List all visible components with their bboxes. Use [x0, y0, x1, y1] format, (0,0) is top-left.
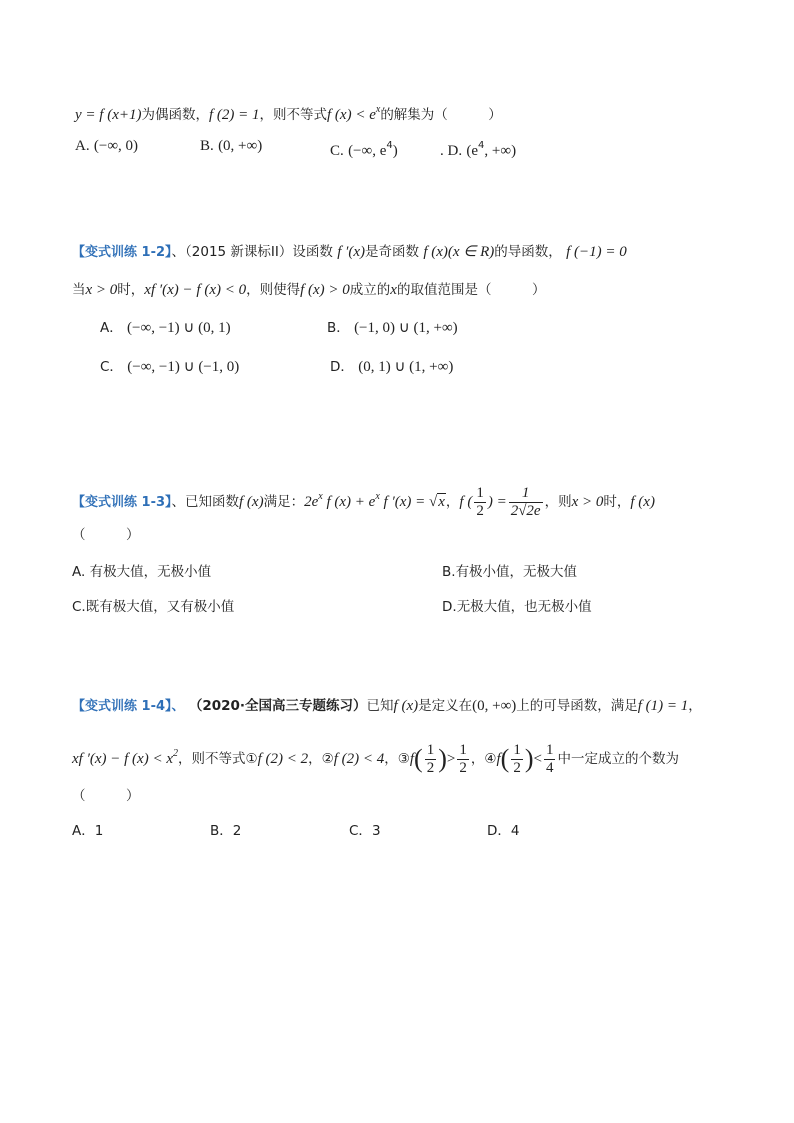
q4-tag: 【变式训练 1-4】 [72, 699, 172, 714]
q4-frac-3r: $\frac{1}{2}$ [459, 741, 467, 776]
q3-frac-half: $\frac{1}{2}$ [476, 484, 484, 519]
q3-option-c: C.既有极大值，又有极小值 [72, 599, 235, 615]
q4-option-a: A．1 [72, 823, 104, 839]
q3-tag: 【变式训练 1-3】 [72, 495, 172, 510]
q1-text: 为偶函数， [141, 107, 209, 123]
q4-option-b: B．2 [210, 823, 242, 839]
q1-expr-f2: f (2) = 1 [208, 107, 260, 123]
q2-option-c: C． (−∞, −1) ∪ (−1, 0) [100, 359, 240, 375]
q3-stem-line1: 【变式训练 1-3】、已知函数f (x)满足：$2e^x$ f $(x) + e^x$ f ′(x) = √x，f ( $\frac{1}{2}$ ) = $\frac{1}{2√2e}$ ，则x > 0时，f (x) [72, 484, 655, 519]
q3-answer-paren: （ ） [72, 527, 140, 543]
q4-stem-line1: 【变式训练 1-4】、 （2020·全国高三专题练习）已知f (x)是定义在(0, +∞)上的可导函数，满足f (1) = 1， [72, 698, 702, 714]
q2-option-d: D． (0, 1) ∪ (1, +∞) [330, 359, 454, 375]
q4-source: （2020·全国高三专题练习） [188, 698, 367, 714]
q2-option-a: A． (−∞, −1) ∪ (0, 1) [100, 320, 231, 336]
q1-text: 的解集为（ ） [380, 107, 502, 123]
q3-option-a: A. 有极大值，无极小值 [72, 564, 212, 580]
q2-option-b: B． (−1, 0) ∪ (1, +∞) [327, 320, 458, 336]
q4-answer-paren: （ ） [72, 788, 140, 804]
q4-frac-4: $\frac{1}{2}$ [513, 741, 521, 776]
q1-text: ，则不等式 [259, 107, 327, 123]
q1-option-d: . D. ($e^4$, +∞) [440, 140, 517, 159]
q2-stem-line2: 当x > 0时，xf ′(x) − f (x) < 0，则使得f (x) > 0成立的x的取值范围是（ ） [72, 282, 546, 298]
q4-option-d: D．4 [487, 823, 520, 839]
q3-option-b: B.有极小值，无极大值 [442, 564, 578, 580]
q3-frac-rhs: $\frac{1}{2√2e}$ [510, 484, 541, 519]
q4-frac-3: $\frac{1}{2}$ [426, 741, 435, 776]
q1-option-a: A. (−∞, 0) [75, 138, 139, 154]
q4-option-c: C．3 [349, 823, 381, 839]
q4-stem-line2: xf ′(x) − f $(x) < x^2$，则不等式①f (2) < 2，②f (2) < 4，③f( $\frac{1}{2}$ )> $\frac{1}{2}$ ，④f( $\frac{1}{2}$ )< $\frac{1}{4}$ 中一定成立的个数为 [72, 741, 679, 776]
q1-option-b: B. (0, +∞) [200, 138, 263, 154]
q2-stem-line1: 【变式训练 1-2】、（2015 新课标II）设函数 f ′(x)是奇函数 f (x)(x ∈ R)的导函数， f (−1) = 0 [72, 244, 627, 260]
q1-expr-ineq: f $(x) < e^x$ [327, 104, 381, 123]
q4-frac-4r: $\frac{1}{4}$ [545, 741, 554, 776]
q3-option-d: D.无极大值，也无极小值 [442, 599, 592, 615]
q1-expr-even: y = f (x+1) [75, 107, 142, 123]
q2-tag: 【变式训练 1-2】 [72, 245, 172, 260]
q1-stem [75, 100, 502, 125]
q1-option-c: C. (−∞, $e^4$) [330, 140, 398, 159]
